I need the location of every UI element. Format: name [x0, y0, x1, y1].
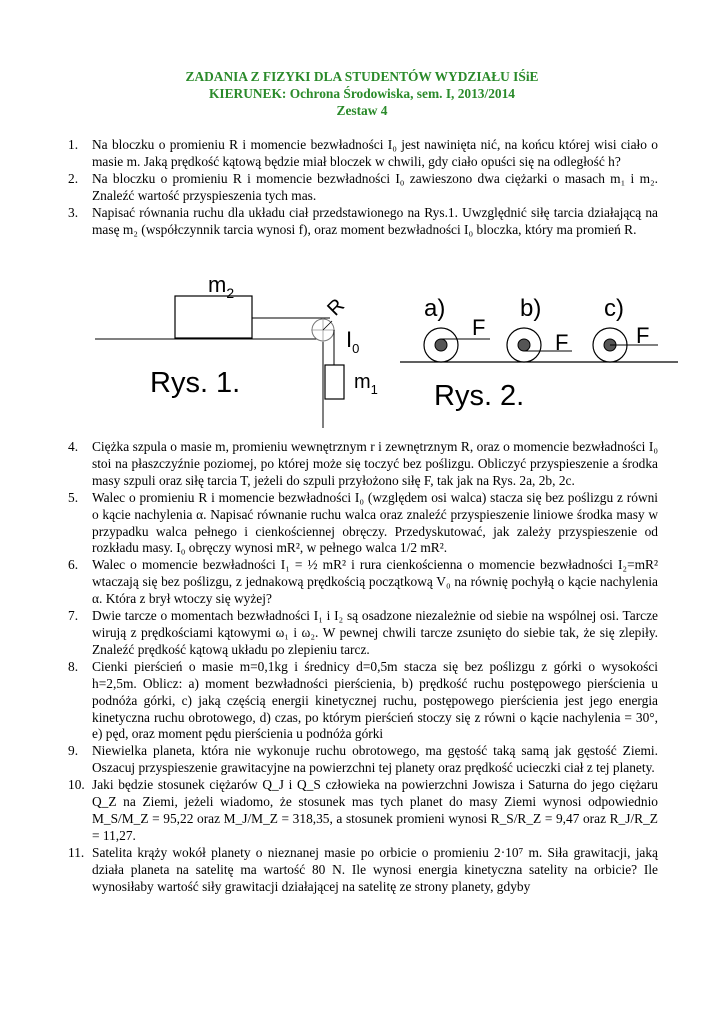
- force-b-label: F: [555, 330, 569, 355]
- problem-item: [68, 557, 658, 608]
- problem-item: [68, 490, 658, 558]
- problem-text: Niewielka planeta, która nie wykonuje ruchu obrotowego, ma gęstość taką samą jak gęstość Ziemi. Oszacuj przyspieszenie grawitacyjne na powierzchni tej planety oraz prędkość ucieczki ciał z tej planety.: [92, 743, 658, 776]
- problem-number: 3.: [68, 204, 79, 220]
- problem-text: Cienki pierścień o masie m=0,1kg i średnicy d=0,5m stacza się bez poślizgu z górki o wysokości h=2,5m. Oblicz: a) moment bezwładności pierścienia, b) prędkość ruchu postępowego pierścienia u podnóża górki, c) jaką częścią energii kinetycznej ruchu, postępowego pierścienia jest jego energia kinetyczna ruchu obrotowego, d) czas, po którym pierścień stoczy się z równi o kącie nachylenia = 30°, e) pęd, oraz moment pędu pierścienia u podnóża górki: [92, 658, 658, 742]
- header-set: Zestaw 4: [336, 103, 388, 118]
- block-m2: [175, 296, 252, 338]
- header-title: ZADANIA Z FIZYKI DLA STUDENTÓW WYDZIAŁU IŚiE: [185, 69, 539, 84]
- spool-a-inner: [435, 339, 447, 351]
- problem-item: [68, 659, 658, 744]
- problem-item: [68, 777, 658, 845]
- problem-number: 7.: [68, 608, 79, 624]
- problem-number: 2.: [68, 170, 79, 186]
- label-b: b): [520, 295, 542, 322]
- label-a: a): [424, 295, 446, 322]
- problem-number: 4.: [68, 439, 79, 454]
- problem-text: Ciężka szpula o masie m, promieniu wewnętrznym r i zewnętrznym R, oraz o momencie bezwładności I₀ stoi na płaszczyźnie poziomej, po której może się toczyć bez poślizgu. Obliczyć przyspieszenie a środka masy szpuli oraz siłę tarcia T, jeżeli do szpuli przyłożono siłę F, tak jak na Rys. 2a, 2b, 2c.: [92, 439, 658, 488]
- problem-text: Satelita krąży wokół planety o nieznanej masie po orbicie o promieniu 2·10⁷ m. Siła grawitacji, jaką działa planeta na satelitę ma wartość 80 N. Ile wynosi energia kinetyczna satelity na orbicie? Ile wynosiłaby wartość siły grawitacji działającej na satelitę ze strony planety, gdyby: [92, 844, 658, 894]
- problem-number: 11.: [68, 844, 85, 860]
- label-radius: R: [323, 294, 350, 321]
- problem-text: Na bloczku o promieniu R i momencie bezwładności I₀ zawieszono dwa ciężarki o masach m₁ i m₂. Znaleźć wartość przyspieszenia tych mas.: [92, 170, 658, 203]
- label-m1: $m_1$: [354, 371, 378, 397]
- problem-number: 6.: [68, 557, 79, 573]
- problem-item: [68, 845, 658, 896]
- problem-number: 1.: [68, 137, 79, 152]
- caption-rys2: Rys. 2.: [434, 380, 525, 412]
- problem-text: Jaki będzie stosunek ciężarów Q_J i Q_S człowieka na powierzchni Jowisza i Saturna do jego ciężaru Q_Z na Ziemi, jeżeli wiadomo, że stosunek mas tych planet do masy Ziemi wynosi odpowiednio M_S/M_Z = 95,22 oraz M_J/M_Z = 318,35, a stosunek promieni wynosi R_S/R_Z = 9,47 oraz R_J/R_Z = 11,27.: [92, 777, 658, 843]
- problem-number: 8.: [68, 658, 79, 674]
- problem-item: [68, 439, 658, 490]
- label-m2: $m_2$: [208, 272, 235, 301]
- figure-2: [400, 295, 678, 412]
- problem-text: Dwie tarcze o momentach bezwładności I₁ i I₂ są osadzone niezależnie od siebie na wspólnej osi. Tarcze wirują z prędkościami kątowymi ω₁ i ω₂. W pewnej chwili tarcze zsunięto do siebie tak, że się zlepiły. Znaleźć prędkość kątową układu po zlepieniu tarcz.: [92, 608, 658, 657]
- problem-text: Walec o promieniu R i momencie bezwładności I₀ (względem osi walca) stacza się bez poślizgu z równi o kącie nachylenia α. Napisać równanie ruchu walca oraz znaleźć przyspieszenie liniowe środka masy w przypadku walca pełnego i cienkościennej obręczy. Przedyskutować, jak zależy przyspieszenie od rozkładu masy. I₀ obręczy wynosi mR², w pełnego walca 1/2 mR².: [92, 489, 658, 556]
- force-a-label: F: [472, 315, 486, 340]
- figure-1: [95, 272, 378, 428]
- problem-text: Na bloczku o promieniu R i momencie bezwładności I₀ jest nawinięta nić, na końcu której wisi ciało o masie m. Jaką prędkość kątową będzie miał bloczek w chwili, gdy ciało opuści się na odległość h?: [92, 137, 658, 169]
- problem-text: Walec o momencie bezwładności I₁ = ½ mR² i rura cienkościenna o momencie bezwładności I₂=mR² wtaczają się bez poślizgu, z jednakową prędkością początkową V₀ na równię pochyłą o kącie nachylenia α. Która z brył wtoczy się wyżej?: [92, 557, 658, 607]
- problem-number: 10.: [68, 777, 85, 793]
- label-c: c): [604, 295, 624, 322]
- label-inertia: $I_0$: [346, 327, 360, 356]
- block-m1: [325, 365, 344, 399]
- problem-item: [68, 608, 658, 659]
- problem-number: 9.: [68, 743, 79, 759]
- spool-b-inner: [518, 339, 530, 351]
- problem-list-bottom: [68, 439, 658, 895]
- caption-rys1: Rys. 1.: [150, 367, 241, 399]
- problem-number: 5.: [68, 489, 79, 505]
- header-course: KIERUNEK: Ochrona Środowiska, sem. I, 2013/2014: [208, 86, 516, 101]
- problem-item: [68, 743, 658, 777]
- problem-text: Napisać równania ruchu dla układu ciał przedstawionego na Rys.1. Uwzględnić siłę tarcia działającą na masę m₂ (współczynnik tarcia wynosi f), oraz moment bezwładności I₀ bloczka, który ma promień R.: [92, 204, 658, 237]
- force-c-label: F: [636, 323, 650, 348]
